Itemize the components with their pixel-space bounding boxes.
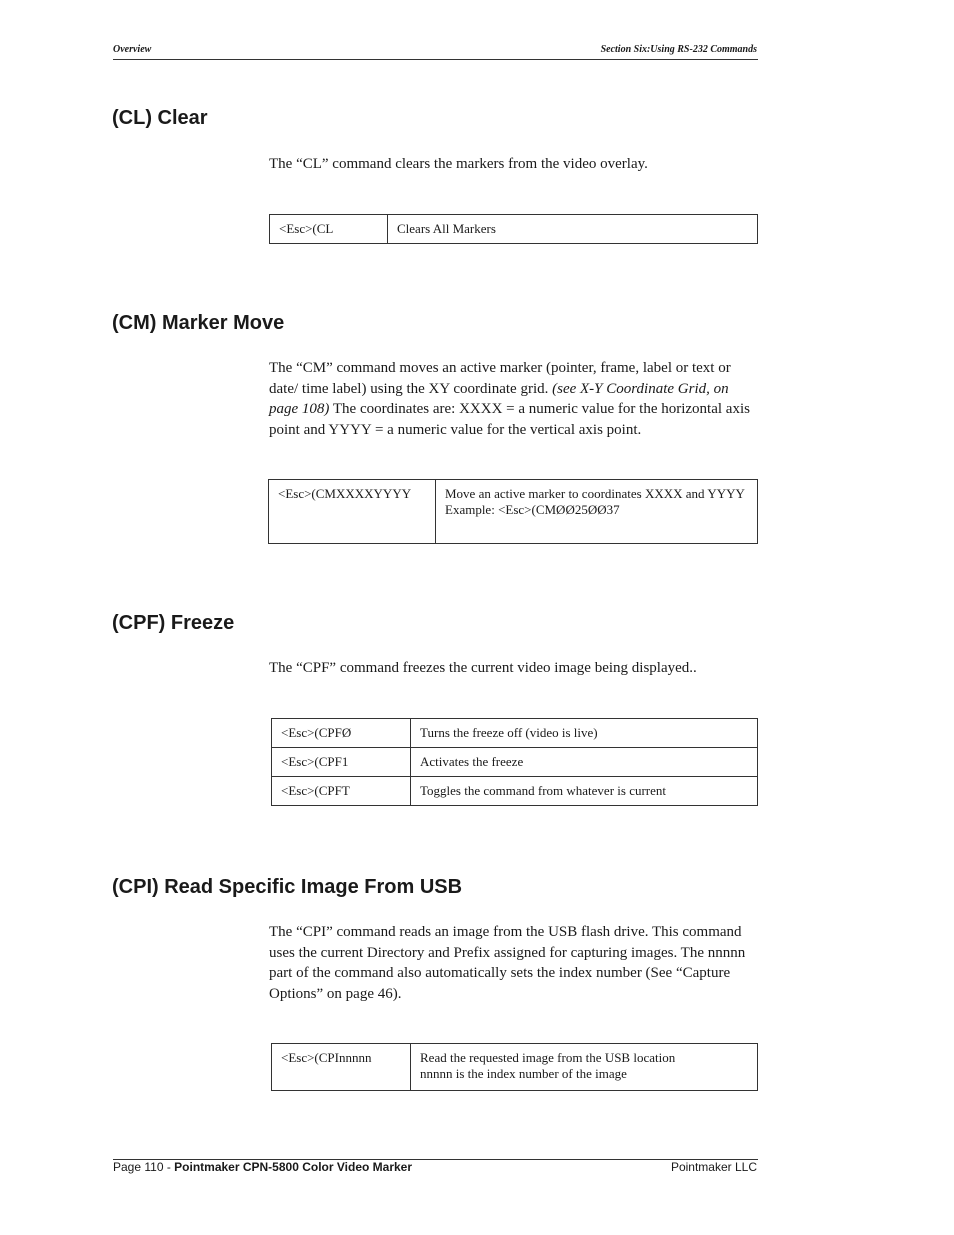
section-paragraph-cm [269,358,759,440]
description-cell [436,480,758,544]
footer-page-info [113,1160,412,1174]
command-cell: <Esc>(CPF1 [272,748,411,777]
header-rule [113,59,758,60]
command-table-cm [268,479,758,544]
command-cell: <Esc>(CMXXXXYYYY [269,480,436,544]
page-reference: (see X-Y Coordinate Grid, on page 108) [269,380,729,417]
footer-company: Pointmaker LLC [670,1160,757,1174]
description-cell: Clears All Markers [388,215,758,244]
description-example: Example: <Esc>(CMØØ25ØØ37 [445,502,620,517]
table-row [272,1044,758,1091]
section-paragraph-cpi: The “CPI” command reads an image from the USB flash drive. This command uses the current Directory and Prefix assigned for capturing images. The nnnnn part of the command also automatically sets the index number (See “Capture Options” on page 46). [269,924,746,1002]
table-row [272,777,758,806]
command-cell: <Esc>(CPFT [272,777,411,806]
command-cell: <Esc>(CPInnnnn [272,1044,411,1091]
command-cell: <Esc>(CPFØ [272,719,411,748]
table-row [272,748,758,777]
paragraph-text: The coordinates are: XXXX = a numeric value for the horizontal axis point and YYYY = a numeric value for the vertical axis point. [269,401,750,438]
section-title-cm: (CM) Marker Move [112,312,285,334]
table-row [272,719,758,748]
paragraph-text: The “CM” command moves an active marker (pointer, frame, label or text or date/ time label) using the XY coordinate grid. [269,360,731,397]
running-header-left: Overview [113,44,152,55]
description-line: Read the requested image from the USB location [420,1050,676,1065]
description-line: nnnnn is the index number of the image [420,1066,627,1081]
description-cell [411,1044,758,1091]
product-name: Pointmaker CPN-5800 Color Video Marker [174,1160,413,1174]
command-cell: <Esc>(CL [270,215,388,244]
section-title-cpi: (CPI) Read Specific Image From USB [112,876,463,898]
section-title-cpf: (CPF) Freeze [112,612,235,634]
description-cell: Activates the freeze [411,748,758,777]
section-paragraph-cpf: The “CPF” command freezes the current video image being displayed.. [269,660,697,676]
description-cell: Toggles the command from whatever is current [411,777,758,806]
command-table-cpi [271,1043,758,1091]
table-row [270,215,758,244]
description-line: Move an active marker to coordinates XXXX and YYYY [445,486,745,501]
section-title-cl: (CL) Clear [112,107,208,129]
page-number: Page 110 - [113,1160,175,1174]
description-cell: Turns the freeze off (video is live) [411,719,758,748]
running-header-right: Section Six:Using RS-232 Commands [600,44,757,55]
section-paragraph-cl: The “CL” command clears the markers from the video overlay. [269,156,648,172]
command-table-cl [269,214,758,244]
table-row [269,480,758,544]
command-table-cpf [271,718,758,806]
